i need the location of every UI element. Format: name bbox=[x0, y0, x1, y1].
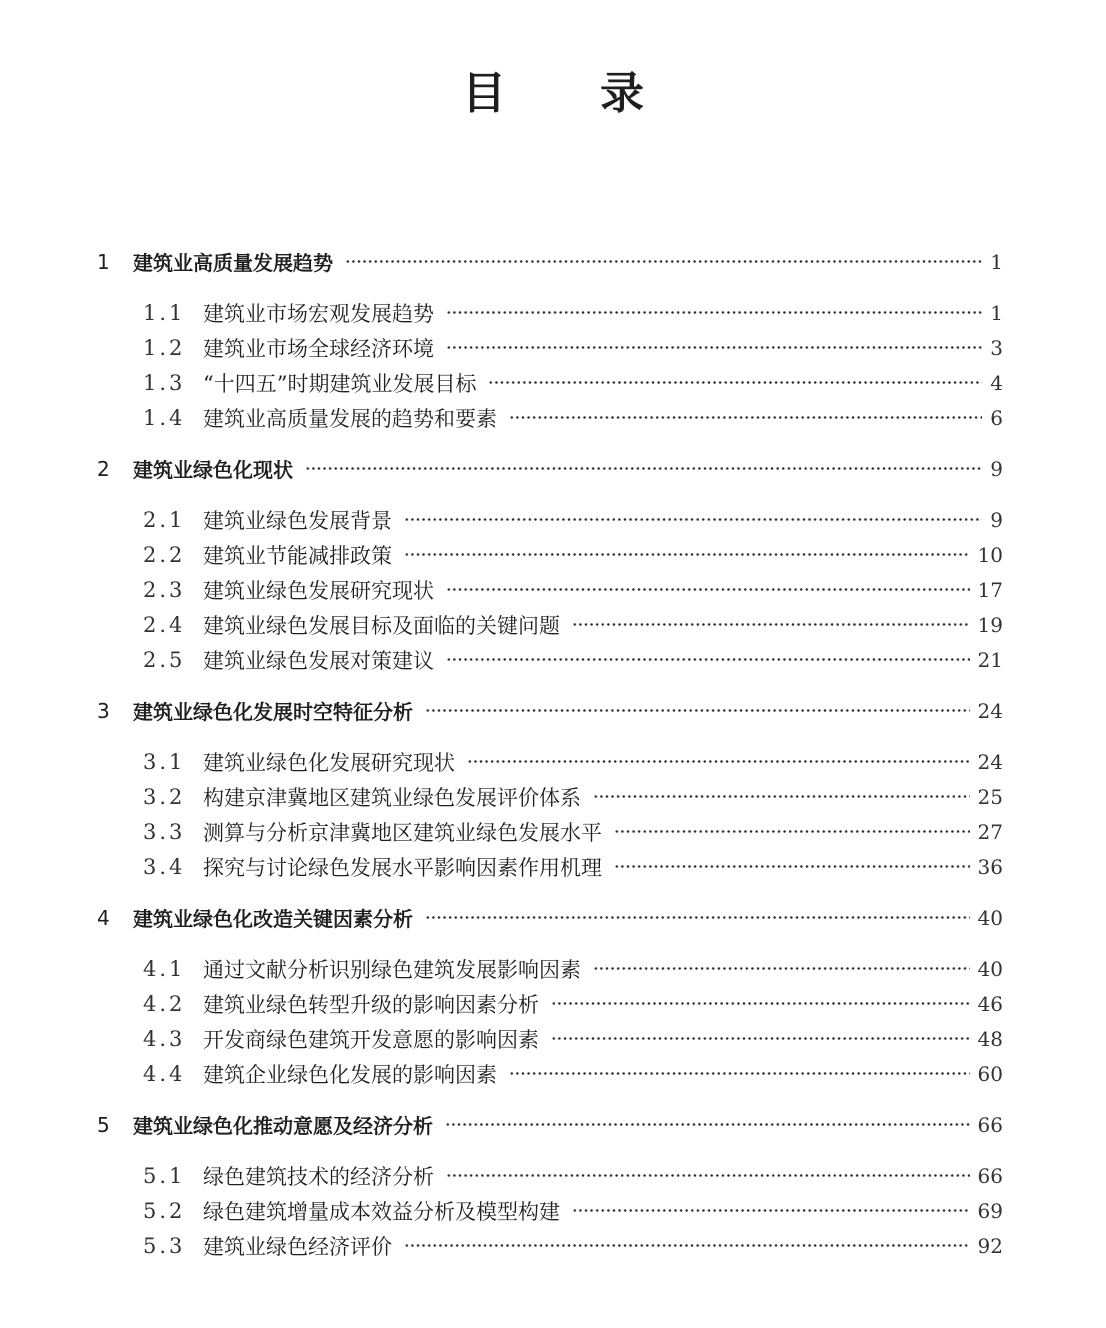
section-title: 建筑业绿色发展研究现状 bbox=[203, 578, 434, 603]
section-title: 建筑业市场全球经济环境 bbox=[203, 336, 434, 361]
page-number: 60 bbox=[977, 1061, 1003, 1086]
page-number: 9 bbox=[990, 456, 1003, 481]
section-number: 1.3 bbox=[143, 370, 186, 395]
dot-leader bbox=[593, 779, 970, 814]
toc-section-entry bbox=[97, 642, 1003, 677]
section-number: 1.1 bbox=[143, 300, 186, 325]
section-title: “十四五”时期建筑业发展目标 bbox=[203, 371, 477, 396]
section-title: 绿色建筑技术的经济分析 bbox=[203, 1164, 434, 1189]
section-title: 通过文献分析识别绿色建筑发展影响因素 bbox=[203, 957, 581, 982]
chapter-number: 2 bbox=[97, 456, 110, 481]
toc-section-entry bbox=[97, 779, 1003, 814]
chapter-title: 建筑业绿色化发展时空特征分析 bbox=[133, 700, 413, 724]
section-title: 建筑企业绿色化发展的影响因素 bbox=[203, 1062, 497, 1087]
section-title: 建筑业市场宏观发展趋势 bbox=[203, 301, 434, 326]
toc-chapter-entry bbox=[97, 1107, 1003, 1142]
section-title: 建筑业绿色经济评价 bbox=[203, 1234, 392, 1259]
section-number: 4.3 bbox=[143, 1026, 186, 1051]
toc-chapter-entry bbox=[97, 244, 1003, 279]
toc-section-entry bbox=[97, 572, 1003, 607]
section-number: 4.2 bbox=[143, 991, 186, 1016]
section-number: 3.1 bbox=[143, 749, 186, 774]
toc-section-entry bbox=[97, 951, 1003, 986]
toc-section-entry bbox=[97, 1158, 1003, 1193]
page-number: 24 bbox=[977, 698, 1003, 723]
chapter-title: 建筑业绿色化改造关键因素分析 bbox=[133, 907, 413, 931]
section-number: 5.3 bbox=[143, 1233, 186, 1258]
toc-section-entry bbox=[97, 502, 1003, 537]
page-number: 46 bbox=[977, 991, 1003, 1016]
page-number: 48 bbox=[977, 1026, 1003, 1051]
chapter-title: 建筑业高质量发展趋势 bbox=[133, 251, 333, 275]
toc-section-entry bbox=[97, 744, 1003, 779]
dot-leader bbox=[488, 365, 982, 400]
section-number: 2.5 bbox=[143, 647, 186, 672]
toc-section-entry bbox=[97, 330, 1003, 365]
page-title bbox=[0, 66, 1106, 122]
table-of-contents bbox=[97, 244, 1003, 1263]
section-title: 建筑业绿色发展对策建议 bbox=[203, 648, 434, 673]
toc-section-entry bbox=[97, 537, 1003, 572]
page-number: 27 bbox=[977, 819, 1003, 844]
page-number: 66 bbox=[977, 1163, 1003, 1188]
toc-chapter-entry bbox=[97, 900, 1003, 935]
section-title: 开发商绿色建筑开发意愿的影响因素 bbox=[203, 1027, 539, 1052]
section-title: 绿色建筑增量成本效益分析及模型构建 bbox=[203, 1199, 560, 1224]
section-number: 3.2 bbox=[143, 784, 186, 809]
dot-leader bbox=[509, 1056, 970, 1091]
page-number: 25 bbox=[977, 784, 1003, 809]
dot-leader bbox=[404, 1228, 970, 1263]
dot-leader bbox=[446, 330, 982, 365]
chapter-number: 3 bbox=[97, 698, 110, 723]
section-number: 1.2 bbox=[143, 335, 186, 360]
section-number: 1.4 bbox=[143, 405, 186, 430]
dot-leader bbox=[446, 295, 982, 330]
section-title: 构建京津冀地区建筑业绿色发展评价体系 bbox=[203, 785, 581, 810]
section-number: 4.4 bbox=[143, 1061, 186, 1086]
page-number: 1 bbox=[990, 300, 1003, 325]
toc-section-entry bbox=[97, 365, 1003, 400]
page-number: 66 bbox=[977, 1112, 1003, 1137]
section-number: 3.4 bbox=[143, 854, 186, 879]
toc-section-entry bbox=[97, 849, 1003, 884]
section-title: 建筑业节能减排政策 bbox=[203, 543, 392, 568]
dot-leader bbox=[425, 900, 970, 935]
dot-leader bbox=[305, 451, 982, 486]
section-title: 建筑业绿色发展目标及面临的关键问题 bbox=[203, 613, 560, 638]
dot-leader bbox=[446, 642, 970, 677]
section-number: 4.1 bbox=[143, 956, 186, 981]
dot-leader bbox=[446, 572, 970, 607]
dot-leader bbox=[593, 951, 970, 986]
page-number: 36 bbox=[977, 854, 1003, 879]
section-title: 建筑业绿色发展背景 bbox=[203, 508, 392, 533]
dot-leader bbox=[467, 744, 970, 779]
dot-leader bbox=[551, 986, 970, 1021]
page-number: 1 bbox=[990, 249, 1003, 274]
dot-leader bbox=[425, 693, 970, 728]
page-number: 24 bbox=[977, 749, 1003, 774]
chapter-number: 1 bbox=[97, 249, 110, 274]
dot-leader bbox=[404, 502, 982, 537]
section-number: 2.1 bbox=[143, 507, 186, 532]
section-number: 2.2 bbox=[143, 542, 186, 567]
page-title-char: 目 bbox=[462, 68, 506, 119]
toc-chapter-entry bbox=[97, 693, 1003, 728]
dot-leader bbox=[446, 1158, 970, 1193]
section-number: 2.3 bbox=[143, 577, 186, 602]
section-number: 5.2 bbox=[143, 1198, 186, 1223]
chapter-title: 建筑业绿色化推动意愿及经济分析 bbox=[133, 1114, 433, 1138]
dot-leader bbox=[445, 1107, 970, 1142]
toc-section-entry bbox=[97, 607, 1003, 642]
section-title: 测算与分析京津冀地区建筑业绿色发展水平 bbox=[203, 820, 602, 845]
dot-leader bbox=[345, 244, 982, 279]
dot-leader bbox=[614, 849, 970, 884]
chapter-number: 4 bbox=[97, 905, 110, 930]
dot-leader bbox=[509, 400, 982, 435]
toc-section-entry bbox=[97, 1056, 1003, 1091]
toc-section-entry bbox=[97, 814, 1003, 849]
page-number: 19 bbox=[977, 612, 1003, 637]
section-title: 建筑业绿色转型升级的影响因素分析 bbox=[203, 992, 539, 1017]
toc-chapter-entry bbox=[97, 451, 1003, 486]
page-number: 40 bbox=[977, 905, 1003, 930]
page-number: 6 bbox=[990, 405, 1003, 430]
toc-section-entry bbox=[97, 1021, 1003, 1056]
page-number: 9 bbox=[990, 507, 1003, 532]
dot-leader bbox=[572, 1193, 970, 1228]
section-number: 3.3 bbox=[143, 819, 186, 844]
section-title: 建筑业绿色化发展研究现状 bbox=[203, 750, 455, 775]
section-title: 建筑业高质量发展的趋势和要素 bbox=[203, 406, 497, 431]
toc-section-entry bbox=[97, 295, 1003, 330]
section-number: 5.1 bbox=[143, 1163, 186, 1188]
page-number: 21 bbox=[977, 647, 1003, 672]
section-number: 2.4 bbox=[143, 612, 186, 637]
page-number: 69 bbox=[977, 1198, 1003, 1223]
dot-leader bbox=[404, 537, 970, 572]
toc-section-entry bbox=[97, 1193, 1003, 1228]
page-number: 40 bbox=[977, 956, 1003, 981]
page-number: 10 bbox=[977, 542, 1003, 567]
dot-leader bbox=[551, 1021, 970, 1056]
toc-section-entry bbox=[97, 400, 1003, 435]
page-number: 17 bbox=[977, 577, 1003, 602]
page-number: 92 bbox=[977, 1233, 1003, 1258]
toc-section-entry bbox=[97, 986, 1003, 1021]
section-title: 探究与讨论绿色发展水平影响因素作用机理 bbox=[203, 855, 602, 880]
dot-leader bbox=[614, 814, 970, 849]
chapter-title: 建筑业绿色化现状 bbox=[133, 458, 293, 482]
page-title-char: 录 bbox=[600, 68, 644, 119]
page-number: 3 bbox=[990, 335, 1003, 360]
toc-section-entry bbox=[97, 1228, 1003, 1263]
page-number: 4 bbox=[990, 370, 1003, 395]
dot-leader bbox=[572, 607, 970, 642]
chapter-number: 5 bbox=[97, 1112, 110, 1137]
